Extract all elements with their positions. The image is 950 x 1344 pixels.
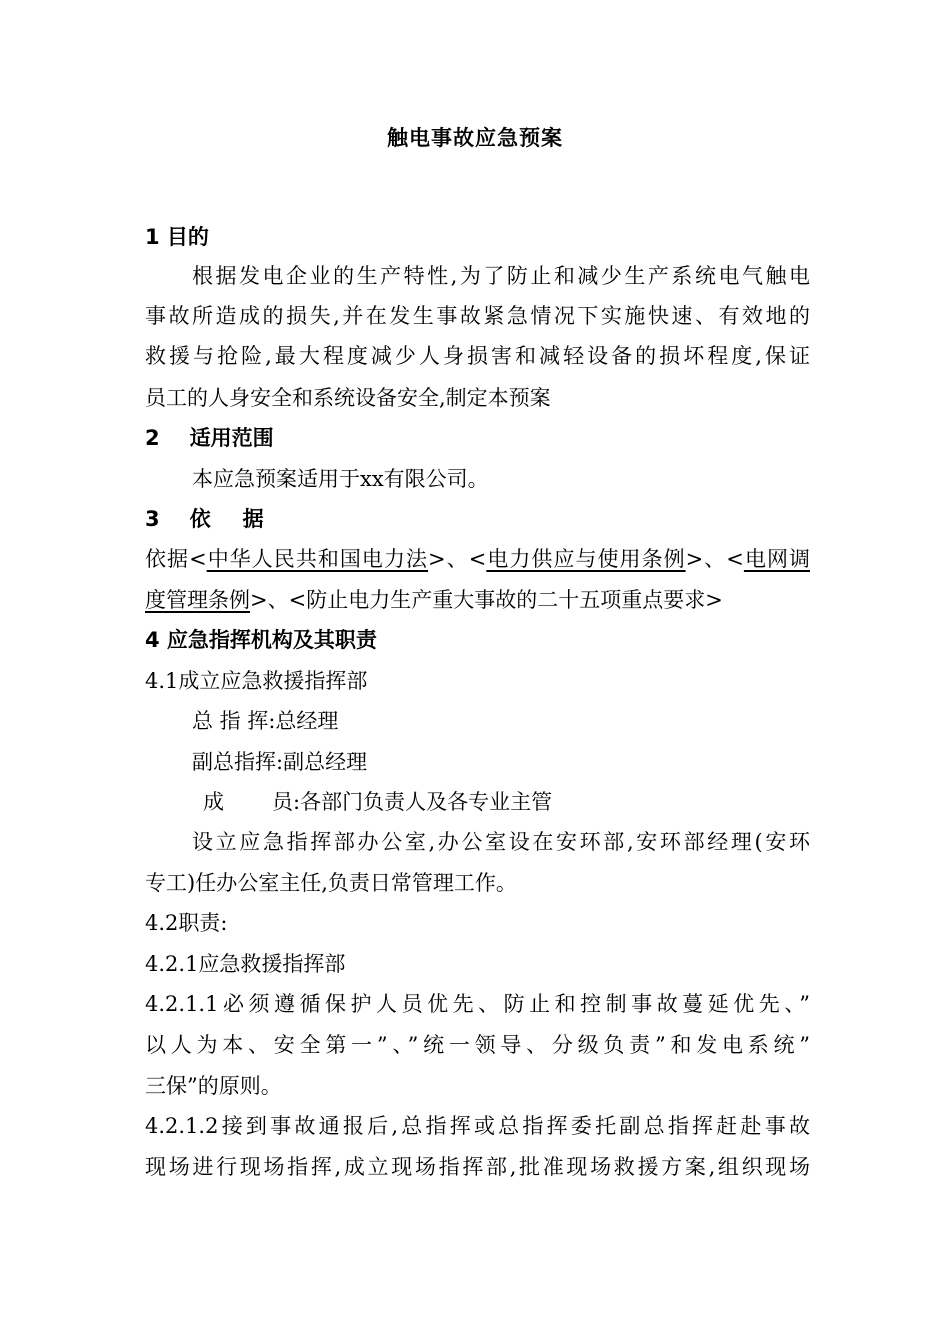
section-2-title: 适用范围 bbox=[189, 426, 274, 450]
document-title: 触电事故应急预案 bbox=[387, 126, 563, 150]
clause-4-2-1-1-line-3: 三保”的原则。 bbox=[145, 1074, 282, 1098]
section-3-number: 3 bbox=[145, 507, 160, 531]
basis-sep-1: >、< bbox=[428, 547, 487, 571]
deputy-value: :副总经理 bbox=[276, 750, 368, 774]
section-2-heading bbox=[145, 418, 810, 458]
clause-4-2-1-2-line-2: 现场进行现场指挥,成立现场指挥部,批准现场救援方案,组织现场 bbox=[145, 1155, 810, 1179]
section-1-line-1: 根据发电企业的生产特性,为了防止和减少生产系统电气触电 bbox=[192, 264, 810, 288]
section-1-line-2: 事故所造成的损失,并在发生事故紧急情况下实施快速、有效地的 bbox=[145, 304, 810, 328]
clause-4-2-1-1-line-1: 4.2.1.1必须遵循保护人员优先、防止和控制事故蔓延优先、” bbox=[145, 992, 810, 1016]
section-3-heading bbox=[145, 499, 810, 539]
section-3-line-1 bbox=[145, 539, 810, 579]
clause-4-2-1-1-line-2: 以人为本、安全第一”、”统一领导、分级负责”和发电系统” bbox=[145, 1033, 810, 1057]
law-link-grid-dispatch-part-2[interactable]: 度管理条例 bbox=[145, 588, 250, 612]
basis-prefix: 依据< bbox=[145, 547, 207, 571]
law-link-electric-power-law[interactable]: 中华人民共和国电力法 bbox=[206, 547, 429, 571]
clause-4-2-1-2-line-1: 4.2.1.2接到事故通报后,总指挥或总指挥委托副总指挥赶赴事故 bbox=[145, 1114, 810, 1138]
commander-value: :总经理 bbox=[268, 709, 339, 733]
section-2-number: 2 bbox=[145, 426, 160, 450]
section-4-1-heading: 4.1成立应急救援指挥部 bbox=[145, 669, 368, 693]
office-line-2: 专工)任办公室主任,负责日常管理工作。 bbox=[145, 871, 517, 895]
section-2-text: 本应急预案适用于xx有限公司。 bbox=[192, 467, 489, 491]
section-1-line-3: 救援与抢险,最大程度减少人身损害和减轻设备的损坏程度,保证 bbox=[145, 344, 810, 368]
section-3-line-2 bbox=[145, 580, 810, 620]
section-1-heading: 1 目的 bbox=[145, 225, 209, 249]
law-link-supply-regulation[interactable]: 电力供应与使用条例 bbox=[486, 547, 686, 571]
deputy-label: 副总指挥 bbox=[192, 750, 276, 774]
section-1-line-4: 员工的人身安全和系统设备安全,制定本预案 bbox=[145, 386, 551, 410]
section-3-title-char-1: 依 bbox=[189, 507, 211, 531]
law-link-grid-dispatch-part-1[interactable]: 电网调 bbox=[743, 547, 811, 571]
commander-row bbox=[192, 701, 810, 741]
basis-tail: >、<防止电力生产重大事故的二十五项重点要求> bbox=[250, 588, 723, 612]
commander-label: 总 指 挥 bbox=[192, 709, 269, 733]
member-label-char-2: 员 bbox=[272, 790, 293, 814]
member-row bbox=[203, 782, 810, 822]
basis-sep-2: >、< bbox=[685, 547, 744, 571]
section-4-heading: 4 应急指挥机构及其职责 bbox=[145, 628, 377, 652]
section-3-title-char-2: 据 bbox=[242, 507, 264, 531]
section-4-2-heading: 4.2职责: bbox=[145, 911, 228, 935]
office-line-1: 设立应急指挥部办公室,办公室设在安环部,安环部经理(安环 bbox=[192, 830, 810, 854]
member-label-char-1: 成 bbox=[203, 790, 224, 814]
deputy-row bbox=[192, 742, 810, 782]
section-4-2-1-heading: 4.2.1应急救援指挥部 bbox=[145, 952, 346, 976]
member-value: :各部门负责人及各专业主管 bbox=[293, 790, 553, 814]
